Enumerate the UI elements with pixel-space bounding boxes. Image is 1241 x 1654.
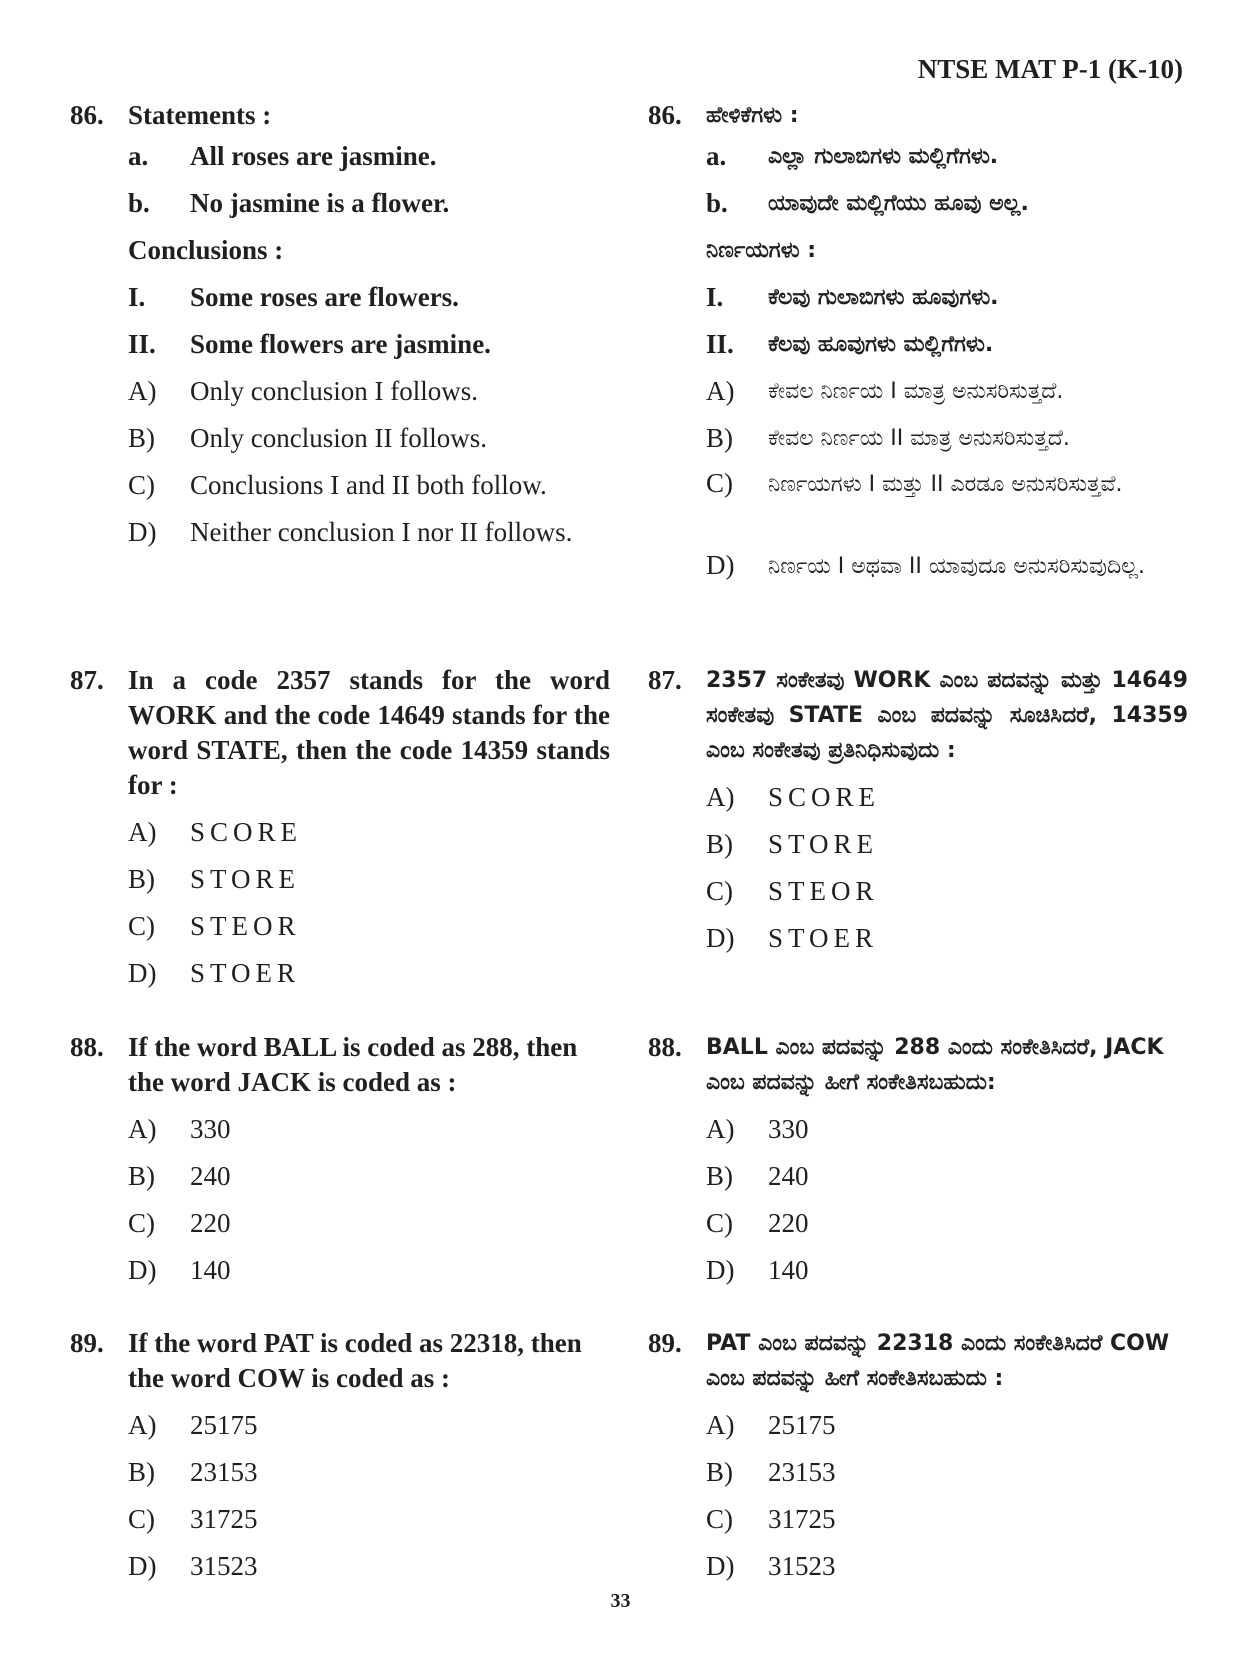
question-88-kn [648, 1030, 1188, 1294]
question-number: 87. [70, 665, 104, 695]
option-c: C) 220 [706, 1208, 809, 1238]
question-number: 86. [648, 100, 682, 130]
question-number: 88. [648, 1032, 682, 1062]
conclusion-1: I. Some roses are flowers. [128, 282, 459, 312]
option-c: C) 31725 [706, 1504, 836, 1534]
option-b: B) STORE [128, 864, 301, 894]
question-title: Statements : [128, 100, 272, 130]
question-text: If the word PAT is coded as 22318, then the word COW is coded as : [128, 1328, 582, 1393]
option-d: D) 31523 [706, 1551, 836, 1581]
option-c: C) STEOR [706, 876, 879, 906]
option-a: A) 330 [128, 1114, 231, 1144]
option-a: A) 25175 [706, 1410, 836, 1440]
question-86-en [70, 98, 610, 556]
question-text: PAT ಎಂಬ ಪದವನ್ನು 22318 ಎಂದು ಸಂಕೇತಿಸಿದರೆ COW ಎಂಬ ಪದವನ್ನು ಹೀಗೆ ಸಂಕೇತಿಸಬಹುದು : [706, 1331, 1170, 1391]
option-c: C) STEOR [128, 911, 301, 941]
option-d: D) STOER [128, 958, 301, 988]
option-b: B) 240 [128, 1161, 231, 1191]
question-number: 88. [70, 1032, 104, 1062]
question-87-en [70, 663, 610, 997]
question-number: 87. [648, 665, 682, 695]
question-89-kn [648, 1326, 1188, 1590]
option-d: D) Neither conclusion I nor II follows. [128, 517, 573, 547]
option-c: C) 31725 [128, 1504, 258, 1534]
question-number: 89. [70, 1328, 104, 1358]
conclusion-2: II. ಕೆಲವು ಹೂವುಗಳು ಮಲ್ಲಿಗೆಗಳು. [706, 329, 994, 359]
conclusions-title: Conclusions : [128, 235, 284, 265]
option-d: D) 140 [706, 1255, 809, 1285]
option-a: A) Only conclusion I follows. [128, 376, 478, 406]
option-d: D) ನಿರ್ಣಯ I ಅಥವಾ II ಯಾವುದೂ ಅನುಸರಿಸುವುದಿಲ್ಲ. [706, 550, 1146, 580]
option-b: B) ಕೇವಲ ನಿರ್ಣಯ II ಮಾತ್ರ ಅನುಸರಿಸುತ್ತದೆ. [706, 423, 1070, 453]
question-86-kn [648, 98, 1188, 626]
question-88-en [70, 1030, 610, 1294]
question-text: BALL ಎಂಬ ಪದವನ್ನು 288 ಎಂದು ಸಂಕೇತಿಸಿದರೆ, JACK ಎಂಬ ಪದವನ್ನು ಹೀಗೆ ಸಂಕೇತಿಸಬಹುದು: [706, 1035, 1164, 1095]
option-c: C) Conclusions I and II both follow. [128, 470, 547, 500]
question-text: If the word BALL is coded as 288, then the word JACK is coded as : [128, 1032, 578, 1097]
option-d: D) 31523 [128, 1551, 258, 1581]
question-number: 89. [648, 1328, 682, 1358]
question-89-en [70, 1326, 610, 1590]
option-a: A) 25175 [128, 1410, 258, 1440]
option-d: D) STOER [706, 923, 879, 953]
option-a: A) SCORE [706, 782, 881, 812]
option-a: A) 330 [706, 1114, 809, 1144]
option-b: B) 23153 [706, 1457, 836, 1487]
option-b: B) STORE [706, 829, 879, 859]
option-c: C) 220 [128, 1208, 231, 1238]
question-title: ಹೇಳಿಕೆಗಳು : [706, 103, 799, 128]
conclusion-1: I. ಕೆಲವು ಗುಲಾಬಿಗಳು ಹೂವುಗಳು. [706, 282, 999, 312]
option-a: A) SCORE [128, 817, 303, 847]
question-number: 86. [70, 100, 104, 130]
option-b: B) 23153 [128, 1457, 258, 1487]
question-text: In a code 2357 stands for the word WORK and the code 14649 stands for the word STATE, then the code 14359 stands for : [128, 665, 610, 800]
question-87-kn [648, 663, 1188, 962]
statement-b: b. No jasmine is a flower. [128, 188, 450, 218]
conclusion-2: II. Some flowers are jasmine. [128, 329, 491, 359]
statement-b: b. ಯಾವುದೇ ಮಲ್ಲಿಗೆಯು ಹೂವು ಅಲ್ಲ. [706, 188, 1029, 218]
option-a: A) ಕೇವಲ ನಿರ್ಣಯ I ಮಾತ್ರ ಅನುಸರಿಸುತ್ತದೆ. [706, 376, 1064, 406]
option-b: B) 240 [706, 1161, 809, 1191]
option-c: C) ನಿರ್ಣಯಗಳು I ಮತ್ತು II ಎರಡೂ ಅನುಸರಿಸುತ್ತವೆ. [706, 468, 1123, 498]
question-text: 2357 ಸಂಕೇತವು WORK ಎಂಬ ಪದವನ್ನು ಮತ್ತು 14649 ಸಂಕೇತವು STATE ಎಂಬ ಪದವನ್ನು ಸೂಚಿಸಿದರೆ, 14359 ಎಂಬ ಸಂಕೇತವು ಪ್ರತಿನಿಧಿಸುವುದು : [706, 668, 1188, 763]
conclusions-title: ನಿರ್ಣಯಗಳು : [706, 238, 817, 263]
option-b: B) Only conclusion II follows. [128, 423, 487, 453]
page-header: NTSE MAT P-1 (K-10) [917, 54, 1183, 84]
statement-a: a. ಎಲ್ಲಾ ಗುಲಾಬಿಗಳು ಮಲ್ಲಿಗೆಗಳು. [706, 141, 999, 171]
option-d: D) 140 [128, 1255, 231, 1285]
page-number: 33 [610, 1590, 631, 1612]
statement-a: a. All roses are jasmine. [128, 141, 437, 171]
